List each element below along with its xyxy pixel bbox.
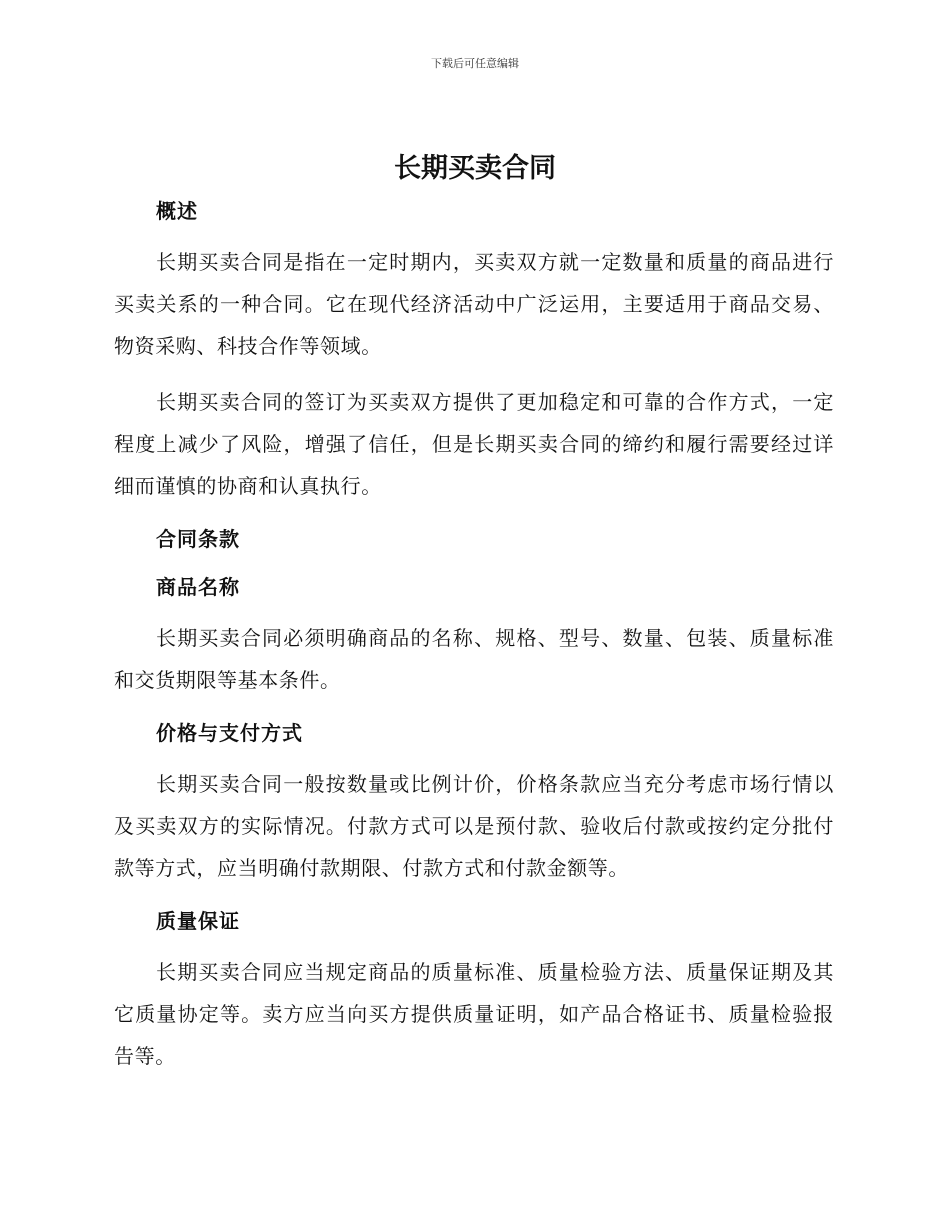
- section-heading-terms: 合同条款: [156, 527, 240, 551]
- paragraph-overview-1: 长期买卖合同是指在一定时期内，买卖双方就一定数量和质量的商品进行买卖关系的一种合同。它在现代经济活动中广泛运用，主要适用于商品交易、物资采购、科技合作等领域。: [114, 250, 834, 358]
- section-heading-quality: 质量保证: [156, 909, 240, 933]
- paragraph-product-name: 长期买卖合同必须明确商品的名称、规格、型号、数量、包装、质量标准和交货期限等基本条件。: [114, 626, 834, 692]
- paragraph-price-payment: 长期买卖合同一般按数量或比例计价，价格条款应当充分考虑市场行情以及买卖双方的实际情况。付款方式可以是预付款、验收后付款或按约定分批付款等方式，应当明确付款期限、付款方式和付款金额等。: [114, 772, 834, 880]
- paragraph-overview-2: 长期买卖合同的签订为买卖双方提供了更加稳定和可靠的合作方式，一定程度上减少了风险，增强了信任，但是长期买卖合同的缔约和履行需要经过详细而谨慎的协商和认真执行。: [114, 390, 834, 498]
- document-title: 长期买卖合同: [394, 153, 556, 184]
- header-note: 下载后可任意编辑: [431, 57, 519, 70]
- document-body: [114, 193, 834, 1077]
- section-heading-price-payment: 价格与支付方式: [156, 721, 303, 745]
- paragraph-quality: 长期买卖合同应当规定商品的质量标准、质量检验方法、质量保证期及其它质量协定等。卖方应当向买方提供质量证明，如产品合格证书、质量检验报告等。: [114, 960, 834, 1068]
- section-heading-product-name: 商品名称: [156, 575, 240, 599]
- section-heading-overview: 概述: [156, 199, 198, 223]
